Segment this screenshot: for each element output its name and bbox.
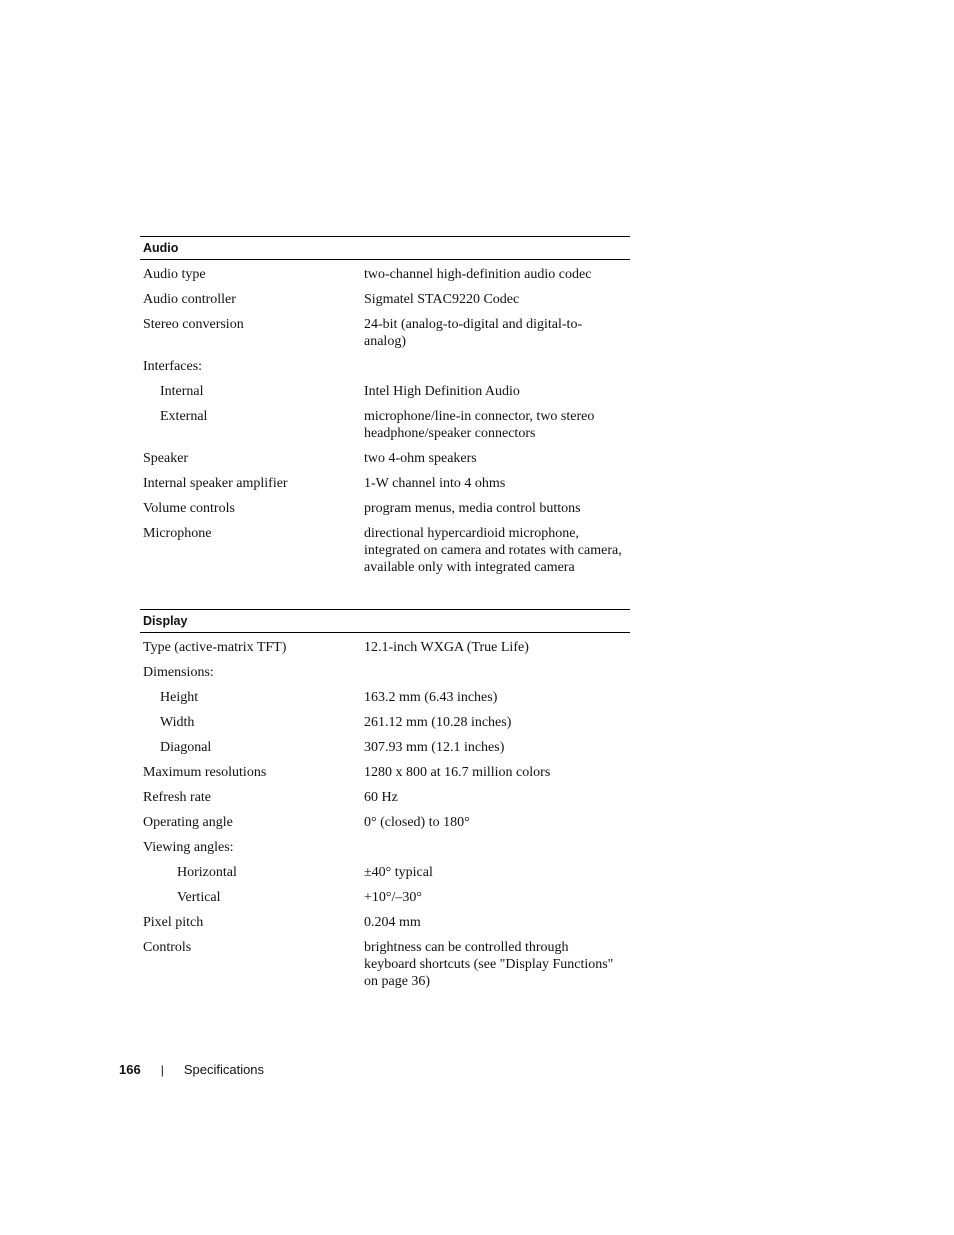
spec-row bbox=[140, 379, 630, 404]
section-header-audio: Audio bbox=[140, 236, 630, 260]
audio-section bbox=[140, 236, 630, 580]
spec-row bbox=[140, 710, 630, 735]
spec-value: 1280 x 800 at 16.7 million colors bbox=[364, 765, 551, 780]
spec-row bbox=[140, 635, 630, 660]
spec-label: Horizontal bbox=[177, 865, 237, 880]
spec-label: Interfaces: bbox=[143, 359, 203, 374]
spec-row bbox=[140, 404, 630, 446]
spec-row bbox=[140, 835, 630, 860]
spec-value: 1-W channel into 4 ohms bbox=[364, 476, 506, 491]
spec-value: program menus, media control buttons bbox=[364, 501, 581, 516]
spec-row bbox=[140, 810, 630, 835]
section-header-display: Display bbox=[140, 609, 630, 633]
spec-value: 163.2 mm (6.43 inches) bbox=[364, 690, 498, 705]
spec-value: brightness can be controlled through keyboard shortcuts (see "Display Functions" on page 36) bbox=[364, 940, 614, 989]
spec-label: Diagonal bbox=[160, 740, 212, 755]
spec-row bbox=[140, 262, 630, 287]
spec-value: directional hypercardioid microphone, integrated on camera and rotates with camera, available only with integrated camera bbox=[364, 526, 622, 575]
spec-row bbox=[140, 785, 630, 810]
spec-value bbox=[364, 664, 622, 681]
spec-row bbox=[140, 760, 630, 785]
spec-label: Maximum resolutions bbox=[143, 765, 267, 780]
spec-value: Sigmatel STAC9220 Codec bbox=[364, 292, 520, 307]
spec-row bbox=[140, 935, 630, 994]
spec-label: Stereo conversion bbox=[143, 317, 244, 332]
spec-label: Microphone bbox=[143, 526, 212, 541]
spec-row bbox=[140, 660, 630, 685]
spec-label: Speaker bbox=[143, 451, 189, 466]
spec-label: Volume controls bbox=[143, 501, 235, 516]
spec-label: Dimensions: bbox=[143, 665, 214, 680]
audio-rows bbox=[140, 260, 630, 580]
spec-label: Vertical bbox=[177, 890, 221, 905]
spec-value: 0.204 mm bbox=[364, 915, 421, 930]
spec-label: Pixel pitch bbox=[143, 915, 204, 930]
spec-label: Audio controller bbox=[143, 292, 236, 307]
spec-row bbox=[140, 496, 630, 521]
spec-label: Width bbox=[160, 715, 195, 730]
spec-value: Intel High Definition Audio bbox=[364, 384, 520, 399]
spec-label: Viewing angles: bbox=[143, 840, 234, 855]
spec-label: Operating angle bbox=[143, 815, 233, 830]
page-number: 166 bbox=[119, 1062, 141, 1077]
spec-label: Audio type bbox=[143, 267, 206, 282]
spec-label: Controls bbox=[143, 940, 192, 955]
spec-value: two 4-ohm speakers bbox=[364, 451, 477, 466]
spec-label: Internal speaker amplifier bbox=[143, 476, 288, 491]
spec-label: Internal bbox=[160, 384, 204, 399]
spec-row bbox=[140, 521, 630, 580]
footer-section-title: Specifications bbox=[183, 1062, 265, 1077]
spec-row bbox=[140, 446, 630, 471]
spec-row bbox=[140, 354, 630, 379]
footer-separator: | bbox=[160, 1062, 164, 1077]
spec-value bbox=[364, 839, 622, 856]
spec-row bbox=[140, 471, 630, 496]
spec-value: 307.93 mm (12.1 inches) bbox=[364, 740, 505, 755]
spec-row bbox=[140, 885, 630, 910]
display-rows bbox=[140, 633, 630, 994]
spec-label: External bbox=[160, 409, 208, 424]
spec-value: two-channel high-definition audio codec bbox=[364, 267, 592, 282]
spec-value bbox=[364, 358, 622, 375]
spec-row bbox=[140, 685, 630, 710]
spec-value: 24-bit (analog-to-digital and digital-to-analog) bbox=[364, 317, 583, 349]
spec-row bbox=[140, 312, 630, 354]
spec-value: +10°/–30° bbox=[364, 890, 422, 905]
spec-value: 261.12 mm (10.28 inches) bbox=[364, 715, 512, 730]
spec-row bbox=[140, 287, 630, 312]
spec-row bbox=[140, 910, 630, 935]
spec-label: Type (active-matrix TFT) bbox=[143, 640, 287, 655]
page-footer bbox=[119, 1062, 264, 1077]
spec-value: 60 Hz bbox=[364, 790, 398, 805]
spec-value: 0° (closed) to 180° bbox=[364, 815, 470, 830]
spec-value: 12.1-inch WXGA (True Life) bbox=[364, 640, 529, 655]
spec-row bbox=[140, 860, 630, 885]
spec-value: ±40° typical bbox=[364, 865, 433, 880]
spec-label: Refresh rate bbox=[143, 790, 212, 805]
spec-label: Height bbox=[160, 690, 199, 705]
spec-row bbox=[140, 735, 630, 760]
spec-value: microphone/line-in connector, two stereo headphone/speaker connectors bbox=[364, 409, 595, 441]
display-section bbox=[140, 609, 630, 994]
